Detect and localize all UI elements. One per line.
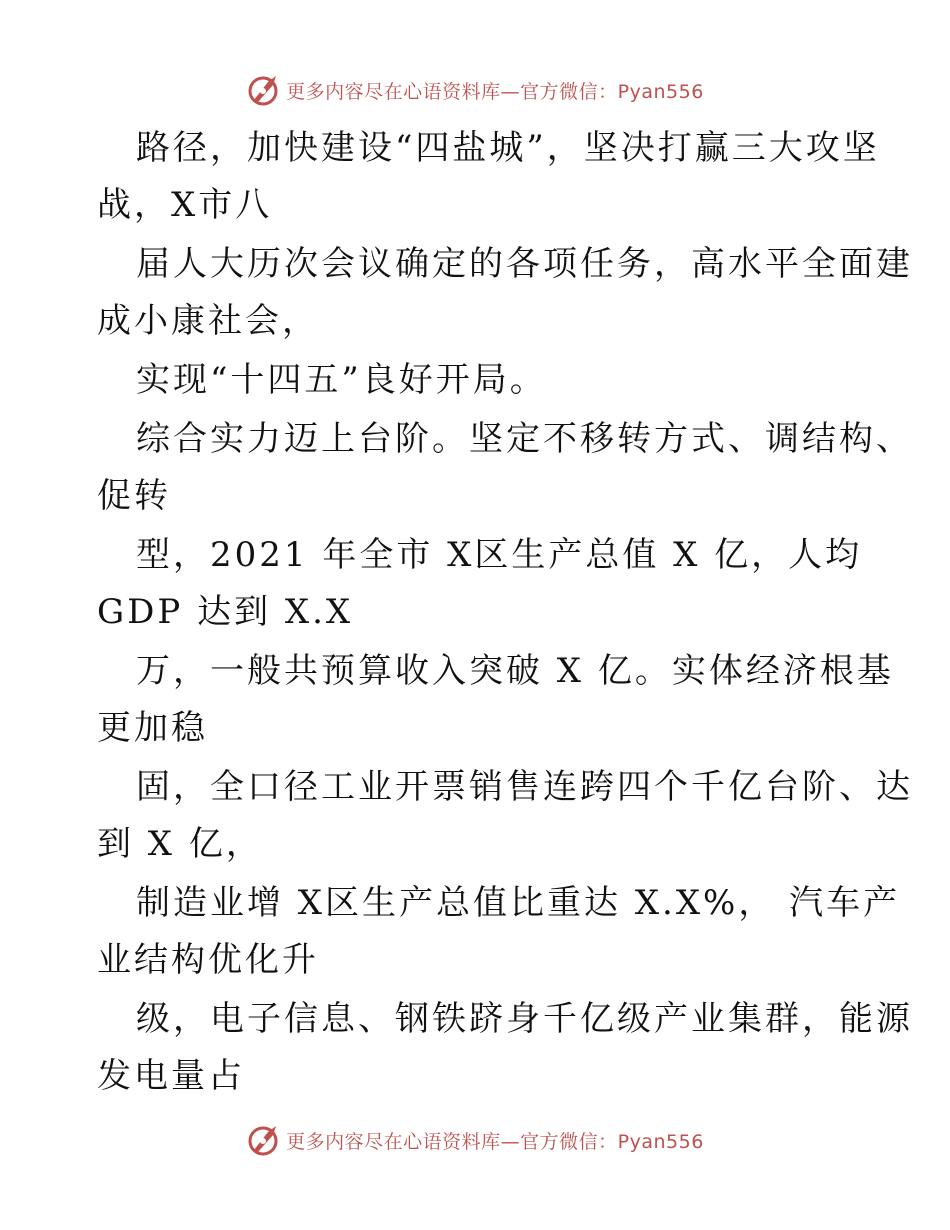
header-watermark [0, 70, 950, 110]
body-line: GDP 达到 X.X [97, 592, 354, 632]
body-line: 战，X市八 [97, 185, 273, 225]
body-line: 万，一般共预算收入突破 X 亿。实体经济根基 [136, 651, 894, 691]
body-line: 发电量占 [97, 1056, 245, 1096]
body-line: 成小康社会， [97, 301, 319, 341]
body-line: 综合实力迈上台阶。坚定不移转方式、调结构、 [136, 419, 913, 459]
watermark-text: 更多内容尽在心语资料库—官方微信：Pyan556 [286, 1130, 704, 1153]
body-line: 业结构优化升 [97, 940, 319, 980]
body-line: 固，全口径工业开票销售连跨四个千亿台阶、达 [136, 767, 913, 807]
pen-nib-logo-icon [246, 72, 282, 108]
watermark-text: 更多内容尽在心语资料库—官方微信：Pyan556 [286, 80, 704, 103]
body-line: 级，电子信息、钢铁跻身千亿级产业集群，能源 [136, 999, 913, 1039]
body-line: 实现“十四五”良好开局。 [136, 360, 547, 400]
body-line: 到 X 亿， [97, 824, 263, 864]
body-line: 促转 [97, 476, 171, 516]
body-line: 型，2021 年全市 X区生产总值 X 亿，人均 [136, 535, 863, 575]
body-line: 更加稳 [97, 708, 208, 748]
pen-nib-logo-icon [246, 1122, 282, 1158]
footer-watermark [0, 1120, 950, 1160]
body-line: 届人大历次会议确定的各项任务，高水平全面建 [136, 244, 913, 284]
body-line: 制造业增 X区生产总值比重达 X.X%， 汽车产 [136, 883, 901, 923]
body-line: 路径，加快建设“四盐城”，坚决打赢三大攻坚 [136, 128, 880, 168]
